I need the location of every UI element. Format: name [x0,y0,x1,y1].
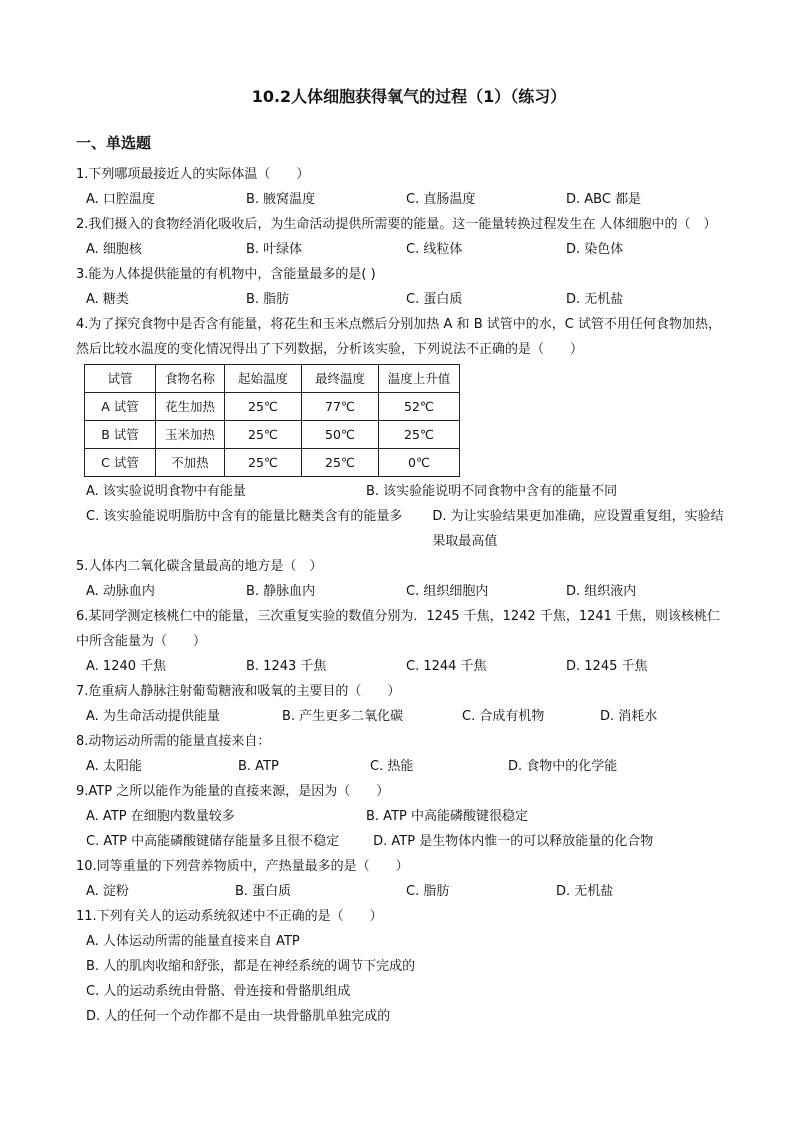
options-row [76,879,726,904]
options-row [76,579,726,604]
question-5 [76,554,726,604]
option-d: D. 1245 千焦 [566,659,648,674]
question-stem: 2.我们摄入的食物经消化吸收后，为生命活动提供所需要的能量。这一能量转换过程发生在 人体细胞中的（ ） [76,217,717,232]
option-b: B. 人的肌肉收缩和舒张，都是在神经系统的调节下完成的 [86,959,416,974]
option-a: A. ATP 在细胞内数量较多 [86,809,235,824]
option-d: D. 食物中的化学能 [508,759,618,774]
options-row [76,654,726,679]
question-stem: 11.下列有关人的运动系统叙述中不正确的是（ ） [76,909,383,924]
question-stem: 7.危重病人静脉注射葡萄糖液和吸氧的主要目的（ ） [76,684,401,699]
option-b: B. 1243 千焦 [246,659,327,674]
question-stem: 5.人体内二氧化碳含量最高的地方是（ ） [76,559,323,574]
option-b: B. 产生更多二氧化碳 [282,709,404,724]
table-cell: 25℃ [225,393,302,421]
table-cell: 0℃ [379,449,460,477]
options-row [76,187,726,212]
document-page [76,82,726,1029]
option-d: D. 染色体 [566,242,624,257]
option-b: B. 蛋白质 [235,884,292,899]
option-a: A. 人体运动所需的能量直接来自 ATP [86,934,300,949]
option-c: C. 蛋白质 [406,292,463,307]
table-header: 温度上升值 [379,365,460,393]
option-a: A. 细胞核 [86,242,142,257]
option-c: C. 人的运动系统由骨骼、骨连接和骨骼肌组成 [86,984,351,999]
option-c: C. 热能 [370,759,414,774]
question-stem: 3.能为人体提供能量的有机物中，含能量最多的是( ) [76,267,376,282]
page-title: 10.2人体细胞获得氧气的过程（1）（练习） [251,87,567,106]
option-d: D. ABC 都是 [566,192,642,207]
option-d: D. ATP 是生物体内惟一的可以释放能量的化合物 [373,834,654,849]
option-a: A. 糖类 [86,292,129,307]
question-3 [76,262,726,312]
data-table [84,364,460,477]
option-b: B. 叶绿体 [246,242,303,257]
option-d: D. 组织液内 [566,584,637,599]
question-11 [76,904,726,1029]
question-9 [76,779,726,854]
option-a: A. 太阳能 [86,759,142,774]
options-block [76,804,726,854]
table-header: 试管 [85,365,156,393]
question-6 [76,604,726,679]
option-b: B. 静脉血内 [246,584,316,599]
option-b: B. ATP 中高能磷酸键很稳定 [366,809,528,824]
table-row [85,449,460,477]
options-row [76,754,726,779]
table-row [85,421,460,449]
question-stem: 10.同等重量的下列营养物质中，产热量最多的是（ ） [76,859,409,874]
option-c: C. 1244 千焦 [406,659,487,674]
question-2 [76,212,726,262]
question-10 [76,854,726,904]
table-header-row [85,365,460,393]
table-row [85,393,460,421]
question-stem: 4.为了探究食物中是否含有能量，将花生和玉米点燃后分别加热 A 和 B 试管中的水，C 试管不用任何食物加热，然后比较水温度的变化情况得出了下列数据，分析该实验，下列说法不正确的是（ ） [76,317,721,357]
options-row [86,829,726,854]
options-block [76,479,726,554]
option-b: B. 脂肪 [246,292,290,307]
option-a: A. 该实验说明食物中有能量 [86,484,246,499]
table-cell: 花生加热 [156,393,225,421]
table-cell: 25℃ [379,421,460,449]
option-c: C. 直肠温度 [406,192,476,207]
question-stem: 8.动物运动所需的能量直接来自： [76,734,271,749]
option-d: D. 为让实验结果更加准确，应设置重复组，实验结果取最高值 [432,509,724,549]
option-d: D. 消耗水 [600,709,658,724]
option-c: C. 合成有机物 [462,709,545,724]
option-b: B. ATP [238,759,279,774]
table-cell: 25℃ [225,421,302,449]
table-cell: 50℃ [302,421,379,449]
table-cell: A 试管 [85,393,156,421]
option-d: D. 无机盐 [556,884,614,899]
question-stem: 1.下列哪项最接近人的实际体温（ ） [76,167,310,182]
option-b: B. 该实验能说明不同食物中含有的能量不同 [366,484,618,499]
option-c: C. ATP 中高能磷酸键储存能量多且很不稳定 [86,834,340,849]
option-a: A. 为生命活动提供能量 [86,709,220,724]
option-a: A. 口腔温度 [86,192,155,207]
table-cell: B 试管 [85,421,156,449]
question-4 [76,312,726,554]
table-header: 最终温度 [302,365,379,393]
section-heading: 一、单选题 [76,134,152,152]
question-7 [76,679,726,729]
option-a: A. 1240 千焦 [86,659,167,674]
table-cell: 52℃ [379,393,460,421]
option-a: A. 动脉血内 [86,584,155,599]
option-d: D. 无机盐 [566,292,624,307]
question-1 [76,162,726,212]
question-stem: 9.ATP 之所以能作为能量的直接来源，是因为（ ） [76,784,390,799]
options-row [86,804,726,829]
table-header: 食物名称 [156,365,225,393]
options-row [86,479,726,504]
table-cell: 25℃ [302,449,379,477]
table-cell: 77℃ [302,393,379,421]
option-c: C. 该实验能说明脂肪中含有的能量比糖类含有的能量多 [86,509,403,524]
options-row [76,704,726,729]
table-cell: 25℃ [225,449,302,477]
option-c: C. 组织细胞内 [406,584,489,599]
option-a: A. 淀粉 [86,884,129,899]
options-row [76,237,726,262]
table-cell: C 试管 [85,449,156,477]
table-cell: 不加热 [156,449,225,477]
option-b: B. 腋窝温度 [246,192,316,207]
table-cell: 玉米加热 [156,421,225,449]
options-row [86,504,726,554]
option-d: D. 人的任何一个动作都不是由一块骨骼肌单独完成的 [86,1009,391,1024]
option-c: C. 线粒体 [406,242,463,257]
question-stem: 6.某同学测定核桃仁中的能量，三次重复实验的数值分别为．1245 千焦，1242 千焦，1241 千焦，则该核桃仁中所含能量为（ ） [76,609,721,649]
question-8 [76,729,726,779]
option-c: C. 脂肪 [406,884,450,899]
options-row [76,287,726,312]
table-header: 起始温度 [225,365,302,393]
